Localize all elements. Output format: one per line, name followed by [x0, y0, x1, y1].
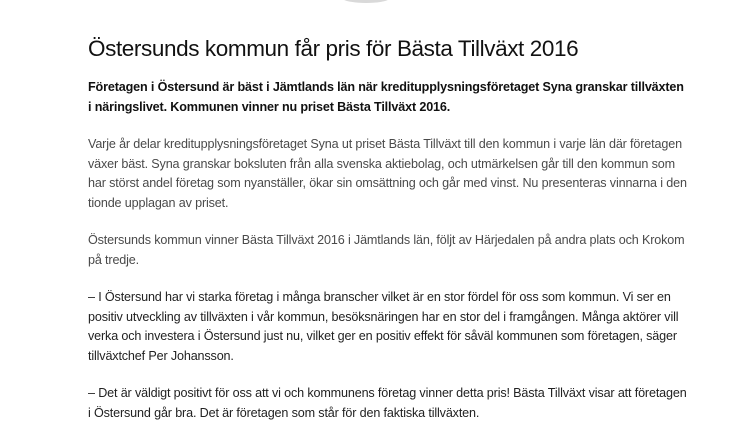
page-edge-shadow	[343, 0, 389, 3]
press-release	[88, 34, 688, 423]
article-title: Östersunds kommun får pris för Bästa Tillväxt 2016	[88, 36, 579, 61]
article-paragraph-quote-2: – Det är väldigt positivt för oss att vi och kommunens företag vinner detta pris! Bästa Tillväxt visar att företagen i Östersund går bra. Det är företagen som står för den faktiska tillväxten.	[88, 386, 687, 420]
article-paragraph-ranking: Östersunds kommun vinner Bästa Tillväxt 2016 i Jämtlands län, följt av Härjedalen på andra plats och Krokom på tredje.	[88, 233, 685, 267]
article-lead: Företagen i Östersund är bäst i Jämtlands län när kreditupplysningsföretaget Syna granskar tillväxten i näringslivet. Kommunen vinner nu priset Bästa Tillväxt 2016.	[88, 80, 684, 114]
article-paragraph-intro: Varje år delar kreditupplysningsföretaget Syna ut priset Bästa Tillväxt till den kommun i varje län där företagen växer bäst. Syna granskar boksluten från alla svenska aktiebolag, och utmärkelsen går till den kommun som har störst andel företag som nyanställer, ökar sin omsättning och går med vinst. Nu presenteras vinnarna i den tionde upplagan av priset.	[88, 137, 687, 210]
article-paragraph-quote-1: – I Östersund har vi starka företag i många branscher vilket är en stor fördel för oss som kommun. Vi ser en positiv utveckling av tillväxten i vår kommun, besöksnäringen har en stor del i framgången. Många aktörer vill verka och investera i Östersund just nu, vilket ger en positiv effekt för såväl kommunen som företagen, säger tillväxtchef Per Johansson.	[88, 290, 679, 363]
